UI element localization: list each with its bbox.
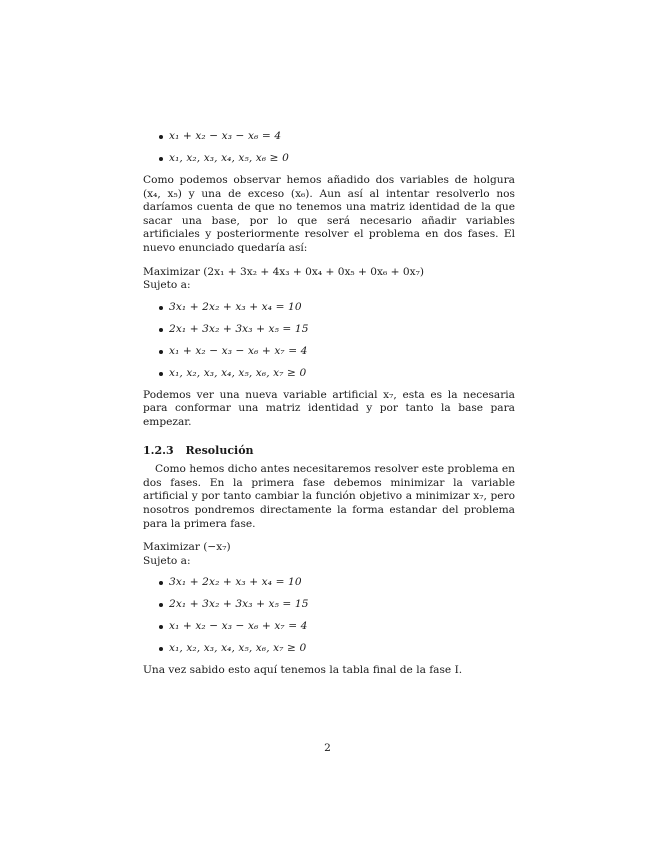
constraint-list-2 [143, 301, 515, 381]
objective-function-1: Maximizar (2x₁ + 3x₂ + 4x₃ + 0x₄ + 0x₅ + 0x₆ + 0x₇) [143, 265, 424, 278]
list-item [143, 620, 515, 634]
list-item [143, 301, 515, 315]
bullet-icon [159, 372, 163, 376]
list-item [143, 130, 515, 144]
list-item [143, 642, 515, 656]
bullet-icon [159, 157, 163, 161]
list-item [143, 345, 515, 359]
section-title: Resolución [185, 443, 254, 457]
paragraph-artificial-variable: Podemos ver una nueva variable artificial x₇, esta es la necesaria para conformar una matriz identidad y por tanto la base para empezar. [143, 388, 515, 428]
constraint-list-1 [143, 130, 515, 166]
bullet-icon [159, 328, 163, 332]
objective-function-2: Maximizar (−x₇) [143, 541, 231, 554]
bullet-icon [159, 625, 163, 629]
bullet-icon [159, 581, 163, 585]
list-item [143, 576, 515, 590]
section-number: 1.2.3 [143, 443, 174, 457]
paragraph-resolution: Como hemos dicho antes necesitaremos resolver este problema en dos fases. En la primera fase debemos minimizar la variable artificial y por tanto cambiar la función objetivo a minimizar x₇, pero nosotros pondremos directamente la forma estandar del problema para la primera fase. [143, 463, 515, 530]
constraint-text: x₁, x₂, x₃, x₄, x₅, x₆, x₇ ≥ 0 [169, 366, 307, 379]
constraint-text: 3x₁ + 2x₂ + x₃ + x₄ = 10 [169, 576, 302, 589]
constraint-text: 2x₁ + 3x₂ + 3x₃ + x₅ = 15 [169, 322, 309, 335]
list-item [143, 323, 515, 337]
constraint-text: x₁ + x₂ − x₃ − x₆ + x₇ = 4 [169, 620, 308, 633]
subject-to-label: Sujeto a: [143, 279, 191, 292]
constraint-text: x₁ + x₂ − x₃ − x₆ + x₇ = 4 [169, 344, 308, 357]
constraint-text: x₁, x₂, x₃, x₄, x₅, x₆, x₇ ≥ 0 [169, 642, 307, 655]
list-item [143, 367, 515, 381]
list-item [143, 598, 515, 612]
page-number: 2 [324, 742, 331, 754]
constraint-text: x₁, x₂, x₃, x₄, x₅, x₆ ≥ 0 [169, 152, 289, 164]
constraint-text: 3x₁ + 2x₂ + x₃ + x₄ = 10 [169, 300, 302, 313]
bullet-icon [159, 350, 163, 354]
section-heading [143, 444, 515, 458]
constraint-list-3 [143, 576, 515, 656]
paragraph-final-table: Una vez sabido esto aquí tenemos la tabla final de la fase I. [143, 664, 463, 677]
bullet-icon [159, 135, 163, 139]
paragraph-slack-variables: Como podemos observar hemos añadido dos variables de holgura (x₄, x₅) y una de exceso (x₆). Aun así al intentar resolverlo nos daríamos cuenta de que no tenemos una matriz identidad de la que sacar una base, por lo que será necesario añadir variables artificiales y posteriormente resolver el problema en dos fases. El nuevo enunciado quedaría así: [143, 174, 515, 254]
bullet-icon [159, 603, 163, 607]
bullet-icon [159, 647, 163, 651]
constraint-text: x₁ + x₂ − x₃ − x₆ = 4 [169, 130, 282, 142]
page-content [143, 130, 515, 678]
list-item [143, 152, 515, 166]
constraint-text: 2x₁ + 3x₂ + 3x₃ + x₅ = 15 [169, 598, 309, 611]
bullet-icon [159, 306, 163, 310]
subject-to-label: Sujeto a: [143, 554, 191, 567]
